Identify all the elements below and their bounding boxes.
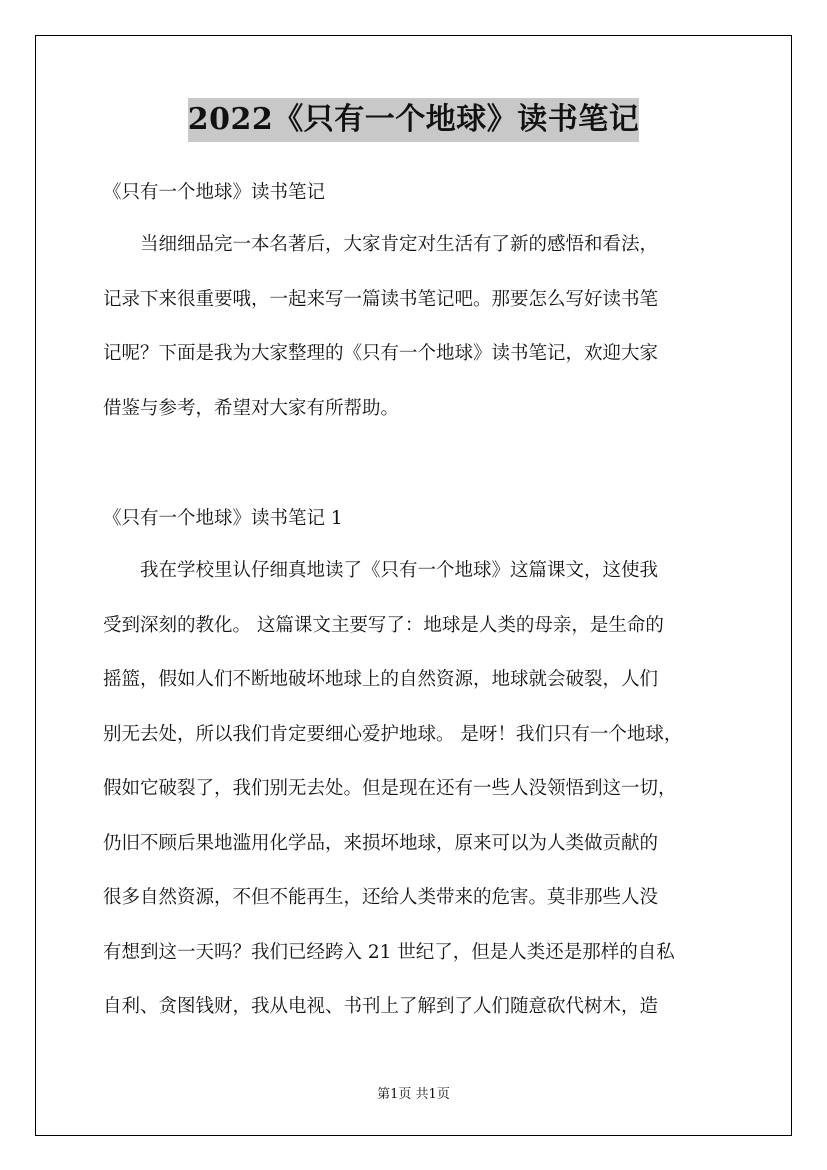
section-paragraph	[103, 544, 737, 1035]
section-line: 假如它破裂了，我们别无去处。但是现在还有一些人没领悟到这一切，	[103, 778, 677, 799]
intro-line: 记录下来很重要哦，一起来写一篇读书笔记吧。那要怎么写好读书笔	[103, 288, 659, 310]
section-line: 很多自然资源，不但不能再生，还给人类带来的危害。莫非那些人没	[103, 887, 659, 908]
page-footer: 第1页 共1页	[377, 1087, 450, 1102]
section-line: 仍旧不顾后果地滥用化学品，来损坏地球，原来可以为人类做贡献的	[103, 832, 659, 854]
section-line: 有想到这一天吗？我们已经跨入 21 世纪了，但是人类还是那样的自私	[103, 941, 675, 963]
document-subtitle: 《只有一个地球》读书笔记	[103, 182, 326, 203]
title-container	[0, 98, 827, 142]
intro-line: 当细细品完一本名著后，大家肯定对生活有了新的感悟和看法，	[140, 234, 659, 255]
intro-line: 借鉴与参考，希望对大家有所帮助。	[103, 397, 400, 419]
intro-line: 记呢？下面是我为大家整理的《只有一个地球》读书笔记，欢迎大家	[103, 343, 659, 364]
section-heading: 《只有一个地球》读书笔记 1	[103, 508, 343, 529]
section-line: 自利、贪图钱财，我从电视、书刊上了解到了人们随意砍代树木，造	[103, 996, 659, 1017]
document-title: 2022《只有一个地球》读书笔记	[188, 98, 640, 142]
section-line: 受到深刻的教化。 这篇课文主要写了：地球是人类的母亲，是生命的	[103, 614, 664, 636]
section-line: 摇篮，假如人们不断地破坏地球上的自然资源，地球就会破裂，人们	[103, 669, 659, 690]
section-line: 我在学校里认仔细真地读了《只有一个地球》这篇课文，这使我	[140, 560, 659, 581]
section-line: 别无去处，所以我们肯定要细心爱护地球。 是呀！我们只有一个地球，	[103, 723, 683, 745]
intro-paragraph	[103, 218, 737, 436]
